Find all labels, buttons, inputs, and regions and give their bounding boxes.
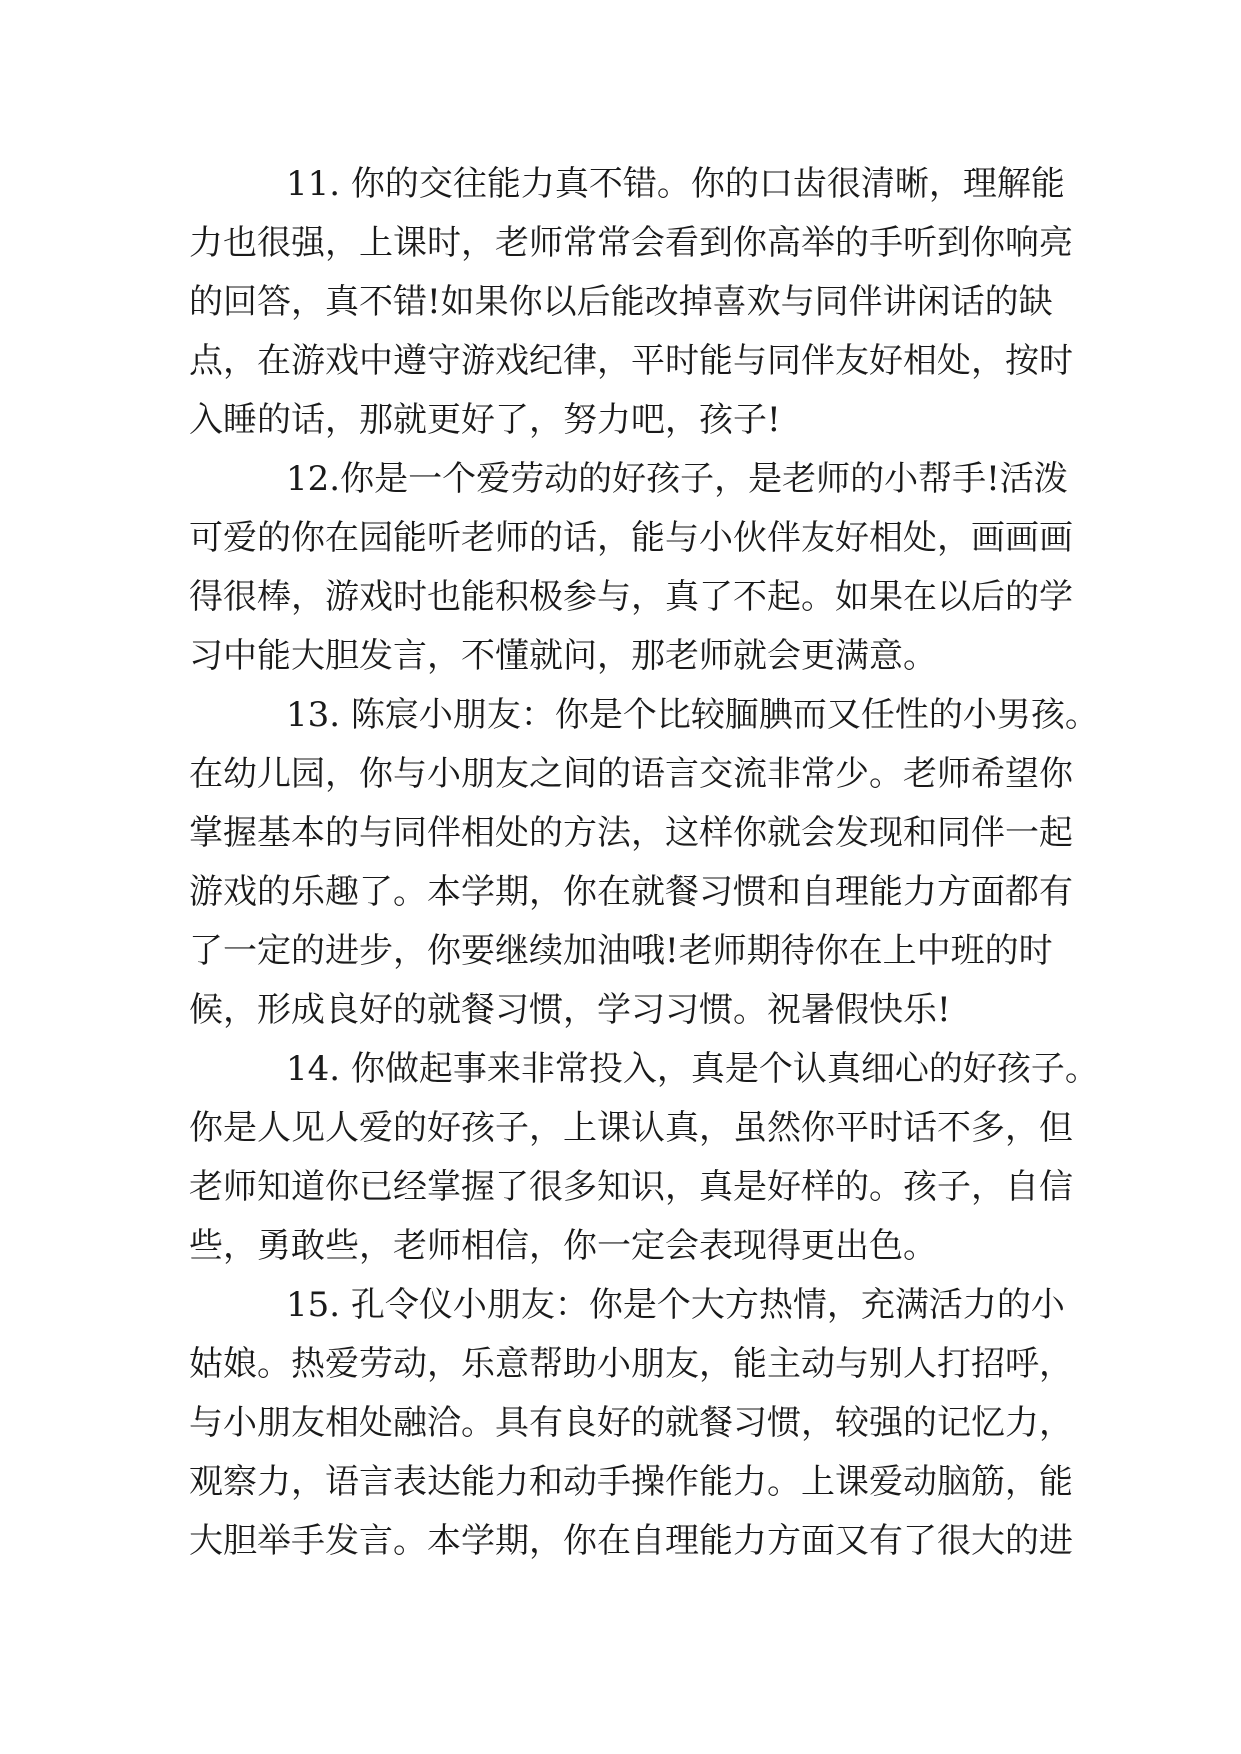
text-line: 的回答，真不错!如果你以后能改掉喜欢与同伴讲闲话的缺: [189, 282, 1053, 322]
text-line: 候，形成良好的就餐习惯，学习习惯。祝暑假快乐!: [189, 990, 951, 1030]
text-line: 老师知道你已经掌握了很多知识，真是好样的。孩子，自信: [189, 1167, 1073, 1207]
text-line: 15. 孔令仪小朋友：你是个大方热情，充满活力的小: [286, 1285, 1065, 1325]
text-line: 点，在游戏中遵守游戏纪律，平时能与同伴友好相处，按时: [189, 341, 1073, 381]
text-line: 你是人见人爱的好孩子，上课认真，虽然你平时话不多，但: [189, 1108, 1073, 1148]
text-line: 12.你是一个爱劳动的好孩子，是老师的小帮手!活泼: [286, 459, 1068, 499]
text-line: 得很棒，游戏时也能积极参与，真了不起。如果在以后的学: [189, 577, 1073, 617]
text-line: 在幼儿园，你与小朋友之间的语言交流非常少。老师希望你: [189, 754, 1073, 794]
text-line: 可爱的你在园能听老师的话，能与小伙伴友好相处，画画画: [189, 518, 1073, 558]
text-line: 14. 你做起事来非常投入，真是个认真细心的好孩子。: [286, 1049, 1099, 1089]
text-line: 11. 你的交往能力真不错。你的口齿很清晰，理解能: [286, 164, 1065, 204]
text-line: 姑娘。热爱劳动，乐意帮助小朋友，能主动与别人打招呼，: [189, 1344, 1073, 1384]
text-line: 些，勇敢些，老师相信，你一定会表现得更出色。: [189, 1226, 937, 1266]
text-line: 力也很强，上课时，老师常常会看到你高举的手听到你响亮: [189, 223, 1073, 263]
text-line: 13. 陈宸小朋友：你是个比较腼腆而又任性的小男孩。: [286, 695, 1099, 735]
text-line: 了一定的进步，你要继续加油哦!老师期待你在上中班的时: [189, 931, 1053, 971]
text-line: 掌握基本的与同伴相处的方法，这样你就会发现和同伴一起: [189, 813, 1073, 853]
text-line: 习中能大胆发言，不懂就问，那老师就会更满意。: [189, 636, 937, 676]
text-line: 游戏的乐趣了。本学期，你在就餐习惯和自理能力方面都有: [189, 872, 1073, 912]
text-line: 与小朋友相处融洽。具有良好的就餐习惯，较强的记忆力，: [189, 1403, 1073, 1443]
text-line: 入睡的话，那就更好了，努力吧，孩子!: [189, 400, 781, 440]
document-body: [189, 155, 1099, 1571]
text-line: 观察力，语言表达能力和动手操作能力。上课爱动脑筋，能: [189, 1462, 1073, 1502]
text-line: 大胆举手发言。本学期，你在自理能力方面又有了很大的进: [189, 1521, 1073, 1561]
